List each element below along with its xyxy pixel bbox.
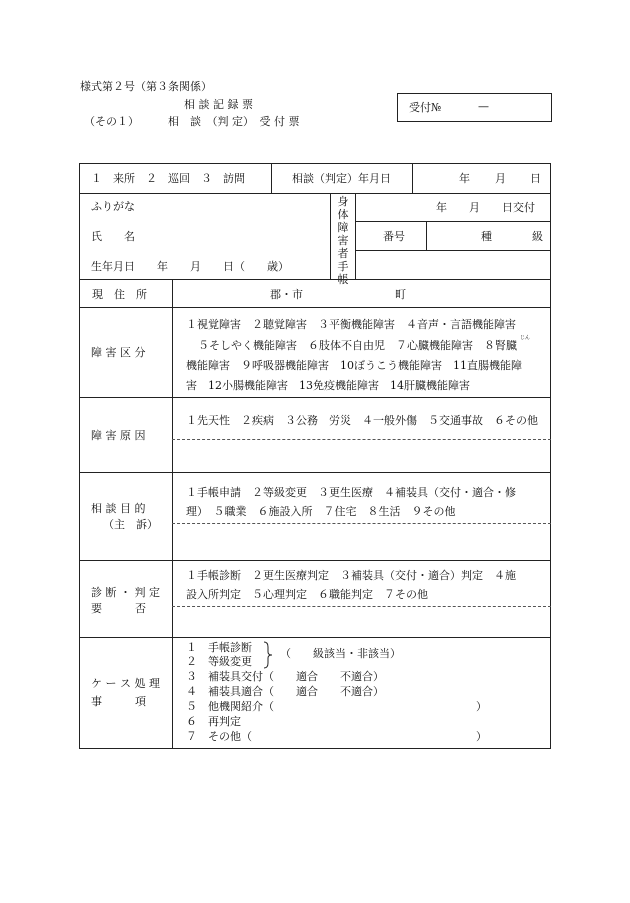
disability-category-label: 障 害 区 分 (91, 346, 146, 359)
purpose-label: 相 談 目 的 (91, 502, 146, 515)
case-item-7-close: ） (476, 730, 487, 743)
date-month: 月 (495, 172, 506, 185)
purpose-line-2: 理） ５職業 ６施設入所 ７住宅 ８生活 ９その他 (186, 505, 456, 518)
receipt-number-label: 受付№ (409, 101, 442, 114)
disability-line-1: １視覚障害 ２聴覚障害 ３平衡機能障害 ４音声・言語機能障害 (186, 318, 516, 331)
form-subtitle-prefix: （その１） (84, 115, 139, 128)
curly-brace-icon (263, 641, 273, 669)
consultation-date-label: 相談（判定）年月日 (292, 172, 391, 185)
handbook-issue-date: 年 月 日交付 (436, 201, 535, 214)
case-handling-label: ケ ー ス 処 理 (91, 677, 160, 690)
case-handling-sublabel: 事 項 (91, 695, 146, 708)
date-day: 日 (530, 172, 541, 185)
disability-line-3: 機能障害 ９呼吸器機能障害 10ぼうこう機能障害 11直腸機能障 (186, 359, 522, 372)
name-label: 氏 名 (91, 230, 135, 243)
form-subtitle: 相 談 （判 定） 受 付 票 (168, 115, 300, 128)
birthdate-label: 生年月日 年 月 日（ 歳） (91, 260, 289, 273)
purpose-sublabel: （主 訴） (103, 518, 158, 531)
diagnosis-label: 診 断 ・ 判 定 (91, 586, 160, 599)
address-gun-shi: 郡・市 (270, 288, 303, 301)
case-item-4: ４ 補装具適合（ 適合 不適合） (186, 685, 384, 698)
case-item-5-close: ） (476, 700, 487, 713)
address-label: 現 住 所 (92, 288, 147, 301)
case-item-5: ５ 他機関紹介（ (186, 700, 274, 713)
receipt-number-dash: — (478, 100, 489, 113)
visit-type-options: １ 来所 ２ 巡回 ３ 訪問 (91, 172, 245, 185)
disability-line-2: ５そしやく機能障害 ６肢体不自由児 ７心臓機能障害 ８腎臓 (198, 339, 517, 352)
address-cho: 町 (395, 288, 406, 301)
case-grade-applicability: （ 級該当・非該当） (280, 647, 401, 660)
furigana-label: ふりがな (91, 200, 135, 213)
form-title: 相 談 記 録 票 (184, 98, 253, 111)
handbook-type-label: 種 (481, 230, 492, 243)
case-item-6: ６ 再判定 (186, 715, 241, 728)
disability-cause-options: １先天性 ２疾病 ３公務 労災 ４一般外傷 ５交通事故 ６その他 (186, 414, 538, 427)
form-label: 様式第２号（第３条関係） (80, 80, 212, 93)
case-item-1: １ 手帳診断 (186, 641, 252, 654)
case-item-7: ７ その他（ (186, 730, 252, 743)
handbook-grade-label: 級 (532, 230, 543, 243)
diagnosis-sublabel: 要 否 (91, 602, 146, 615)
case-item-3: ３ 補装具交付（ 適合 不適合） (186, 670, 384, 683)
purpose-line-1: １手帳申請 ２等級変更 ３更生医療 ４補装具（交付・適合・修 (186, 486, 516, 499)
handbook-label: 身 体 障 害 者 手 帳 (337, 195, 349, 286)
diagnosis-line-1: １手帳診断 ２更生医療判定 ３補装具（交付・適合）判定 ４施 (186, 569, 516, 582)
handbook-number-label: 番号 (383, 230, 405, 243)
disability-line-4: 害 12小腸機能障害 13免疫機能障害 14肝臓機能障害 (186, 379, 470, 392)
date-year: 年 (459, 172, 470, 185)
disability-ruby: じん (520, 335, 531, 341)
diagnosis-line-2: 設入所判定 ５心理判定 ６職能判定 ７その他 (186, 588, 428, 601)
case-item-2: ２ 等級変更 (186, 655, 252, 668)
disability-cause-label: 障 害 原 因 (91, 429, 146, 442)
